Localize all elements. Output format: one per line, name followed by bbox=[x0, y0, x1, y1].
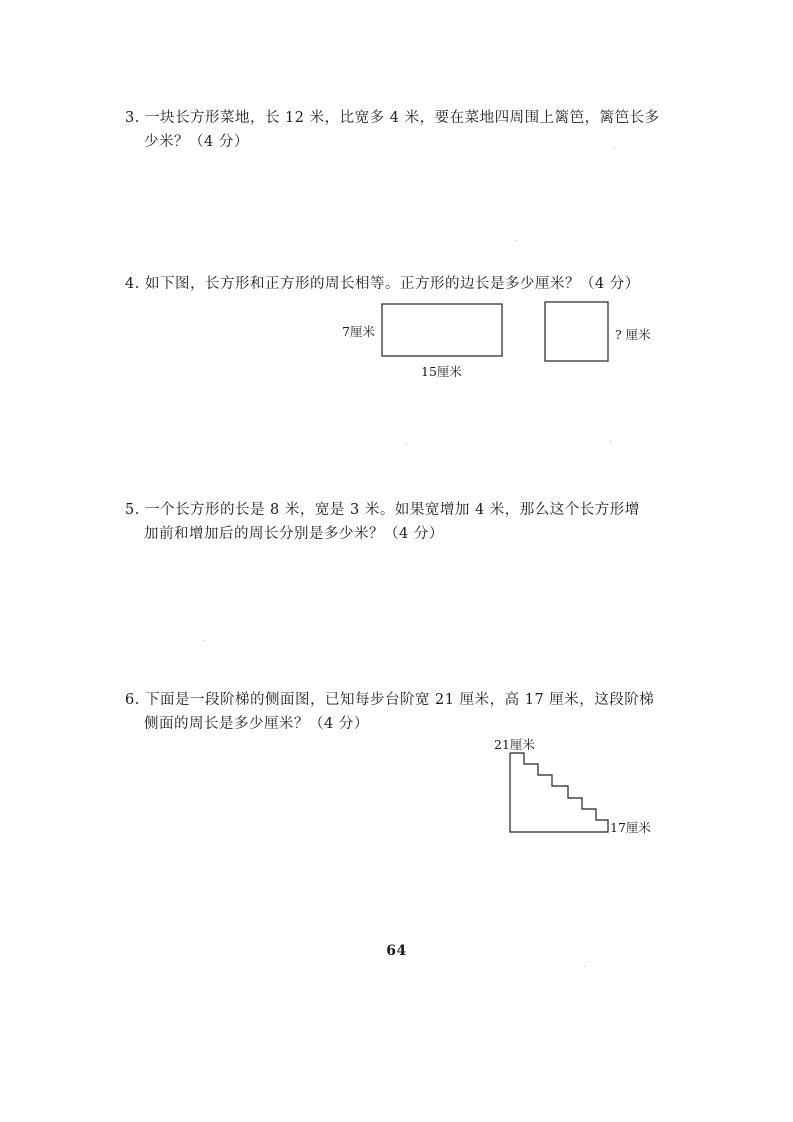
rect-height-label: 7厘米 bbox=[342, 324, 375, 339]
rect-width-label: 15厘米 bbox=[421, 364, 462, 379]
question-4-number: 4. bbox=[125, 276, 140, 292]
scan-speck bbox=[610, 440, 611, 441]
question-6-text-2: 侧面的周长是多少厘米？（4 分） bbox=[144, 716, 369, 732]
question-3-number: 3. bbox=[125, 110, 140, 126]
question-4-text-1: 如下图，长方形和正方形的周长相等。正方形的边长是多少厘米？（4 分） bbox=[144, 276, 640, 292]
question-5-number: 5. bbox=[125, 502, 140, 518]
question-6-text-1: 下面是一段阶梯的侧面图，已知每步台阶宽 21 厘米，高 17 厘米，这段阶梯 bbox=[144, 692, 655, 708]
scan-speck bbox=[406, 444, 407, 445]
question-3-text-2: 少米？（4 分） bbox=[144, 134, 249, 150]
step-width-label: 21厘米 bbox=[494, 737, 535, 752]
question-5-text-2: 加前和增加后的周长分别是多少米？（4 分） bbox=[144, 526, 444, 542]
page-number: 64 bbox=[386, 943, 407, 959]
scan-speck bbox=[584, 966, 585, 967]
question-6-number: 6. bbox=[125, 692, 140, 708]
scan-speck bbox=[614, 148, 615, 149]
square-side-label: ? 厘米 bbox=[615, 327, 651, 342]
question-3-text-1: 一块长方形菜地，长 12 米，比宽多 4 米，要在菜地四周围上篱笆，篱笆长多 bbox=[144, 110, 660, 126]
scan-speck bbox=[204, 640, 205, 641]
step-height-label: 17厘米 bbox=[610, 820, 651, 835]
staircase-outline bbox=[510, 753, 608, 832]
question-5-text-1: 一个长方形的长是 8 米，宽是 3 米。如果宽增加 4 米，那么这个长方形增 bbox=[144, 502, 640, 518]
scan-speck bbox=[516, 240, 517, 241]
